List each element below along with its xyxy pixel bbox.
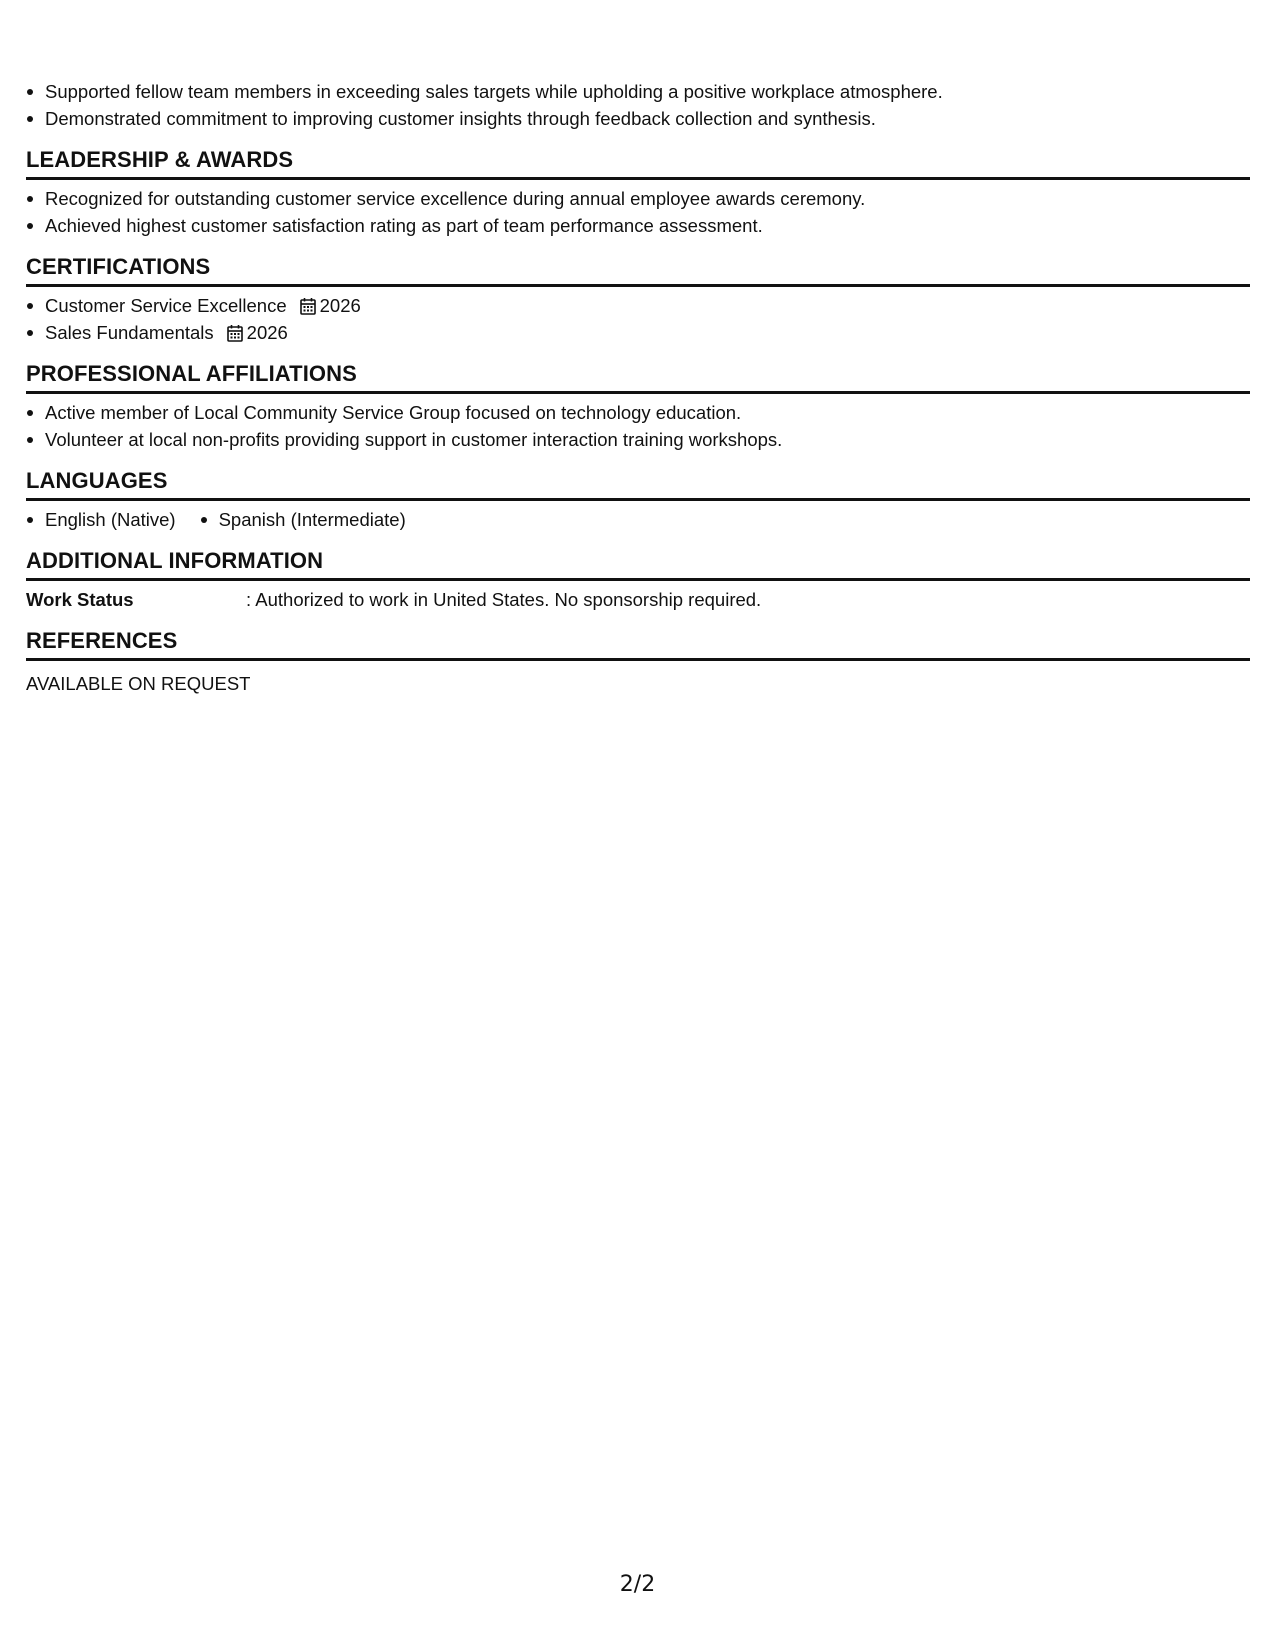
list-item: Supported fellow team members in exceeding sales targets while upholding a positive workplace atmosphere. (26, 78, 1250, 105)
section-heading-languages: LANGUAGES (26, 453, 1250, 501)
certification-date (300, 292, 361, 319)
certification-item (26, 319, 1250, 346)
languages-list (26, 506, 1250, 533)
certification-year: 2026 (319, 295, 361, 316)
section-heading-references: REFERENCES (26, 613, 1250, 661)
certification-year: 2026 (246, 322, 288, 343)
section-heading-additional: ADDITIONAL INFORMATION (26, 533, 1250, 581)
language-item: Spanish (Intermediate) (200, 506, 406, 533)
leadership-list (26, 185, 1250, 239)
work-status-label: Work Status (26, 589, 134, 610)
section-heading-affiliations: PROFESSIONAL AFFILIATIONS (26, 346, 1250, 394)
affiliations-section (26, 346, 1250, 453)
additional-info-section (26, 533, 1250, 613)
language-item: English (Native) (26, 506, 176, 533)
list-item: Active member of Local Community Service Group focused on technology education. (26, 399, 1250, 426)
section-heading-certifications: CERTIFICATIONS (26, 239, 1250, 287)
calendar-icon (227, 324, 243, 342)
page-number: 2/2 (619, 1572, 656, 1597)
references-text: AVAILABLE ON REQUEST (26, 673, 251, 694)
certification-name: Sales Fundamentals (45, 322, 214, 343)
list-item: Achieved highest customer satisfaction rating as part of team performance assessment. (26, 212, 1250, 239)
certification-date (227, 319, 288, 346)
intro-bullet-list (26, 78, 1250, 132)
certifications-section (26, 239, 1250, 346)
work-status-value: : Authorized to work in United States. No sponsorship required. (246, 589, 762, 610)
resume-page-content (26, 78, 1250, 697)
certification-name: Customer Service Excellence (45, 295, 287, 316)
leadership-section (26, 132, 1250, 239)
work-status-row (26, 586, 1250, 613)
list-item: Recognized for outstanding customer service excellence during annual employee awards ceremony. (26, 185, 1250, 212)
references-section (26, 613, 1250, 697)
list-item: Demonstrated commitment to improving customer insights through feedback collection and synthesis. (26, 105, 1250, 132)
calendar-icon (300, 297, 316, 315)
certifications-list (26, 292, 1250, 346)
section-heading-leadership: LEADERSHIP & AWARDS (26, 132, 1250, 180)
affiliations-list (26, 399, 1250, 453)
certification-item (26, 292, 1250, 319)
list-item: Volunteer at local non-profits providing support in customer interaction training workshops. (26, 426, 1250, 453)
languages-section (26, 453, 1250, 533)
